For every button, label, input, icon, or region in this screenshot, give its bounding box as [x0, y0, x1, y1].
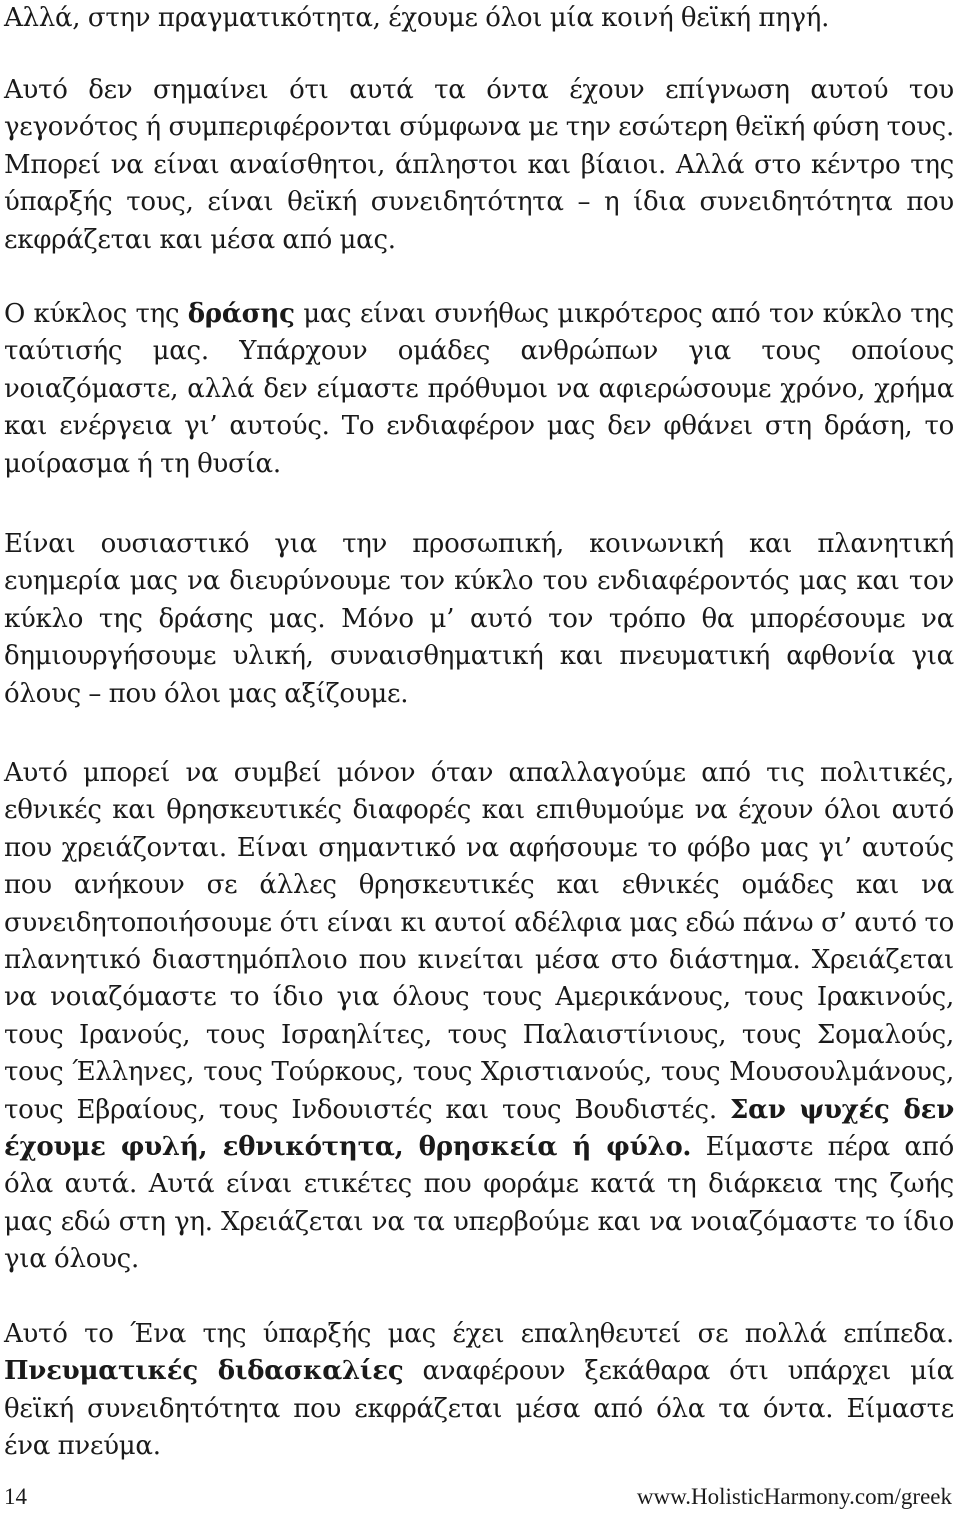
paragraph-6-text-after: αναφέρουν ξεκάθαρα ότι υπάρχει μία θεϊκή συνειδητότητα που εκφράζεται μέσα από όλα τα όντα. Είμαστε ένα πνεύμα.	[4, 1356, 954, 1462]
paragraph-5-text-after: Είμαστε πέρα από όλα αυτά. Αυτά είναι ετικέτες που φοράμε κατά τη διάρκεια της ζωής μας εδώ στη γη. Χρειάζεται να τα υπερβούμε και να νοιαζόμαστε το ίδιο για όλους.	[4, 1132, 954, 1275]
paragraph-2	[4, 72, 954, 259]
paragraph-5-text-before: Αυτό μπορεί να συμβεί μόνον όταν απαλλαγούμε από τις πολιτικές, εθνικές και θρησκευτικές διαφορές και επιθυμούμε να έχουν όλοι αυτό που χρειάζονται. Είναι σημαντικό να αφήσουμε το φόβο μας γι’ αυτούς που ανήκουν σε άλλες θρησκευτικές και εθνικές ομάδες και να συνειδητοποιήσουμε ότι είναι κι αυτοί αδέλφια μας εδώ πάνω σ’ αυτό το πλανητικό διαστημόπλοιο που κινείται μέσα στο διάστημα. Χρειάζεται να νοιαζόμαστε το ίδιο για όλους τους Αμερικάνους, τους Ιρακινούς, τους Ιρανούς, τους Ισραηλίτες, τους Παλαιστίνιους, τους Σομαλούς, τους Έλληνες, τους Τούρκους, τους Χριστιανούς, τους Μουσουλμάνους, τους Εβραίους, τους Ινδουιστές και τους Βουδιστές.	[4, 758, 954, 1125]
paragraph-2-text: Αυτό δεν σημαίνει ότι αυτά τα όντα έχουν επίγνωση αυτού του γεγονότος ή συμπεριφέρονται σύμφωνα με την εσώτερη θεϊκή φύση τους. Μπορεί να είναι αναίσθητοι, άπληστοι και βίαιοι. Αλλά στο κέντρο της ύπαρξής τους, είναι θεϊκή συνειδητότητα – η ίδια συνειδητότητα που εκφράζεται και μέσα από μας.	[4, 75, 954, 255]
paragraph-1-text: Αλλά, στην πραγματικότητα, έχουμε όλοι μία κοινή θεϊκή πηγή.	[4, 3, 830, 33]
paragraph-4	[4, 526, 954, 713]
page-number: 14	[4, 1484, 27, 1509]
paragraph-5	[4, 755, 954, 1279]
page-footer	[4, 1484, 952, 1518]
paragraph-6-text-before: Αυτό το Ένα της ύπαρξής μας έχει επαληθευτεί σε πολλά επίπεδα.	[4, 1319, 954, 1349]
paragraph-1	[4, 0, 829, 37]
paragraph-5-bold: Σαν ψυχές δεν έχουμε φυλή, εθνικότητα, θρησκεία ή φύλο.	[4, 1094, 954, 1163]
paragraph-3	[4, 296, 954, 483]
paragraph-4-text: Είναι ουσιαστικό για την προσωπική, κοινωνική και πλανητική ευημερία μας να διευρύνουμε τον κύκλο του ενδιαφέροντός μας και τον κύκλο της δράσης μας. Μόνο μ’ αυτό τον τρόπο θα μπορέσουμε να δημιουργήσουμε υλική, συναισθηματική και πνευματική αφθονία για όλους – που όλοι μας αξίζουμε.	[4, 529, 954, 709]
paragraph-6	[4, 1316, 954, 1466]
website-url: www.HolisticHarmony.com/greek	[636, 1484, 952, 1509]
paragraph-3-text-after: μας είναι συνήθως μικρότερος από τον κύκλο της ταύτισής μας. Υπάρχουν ομάδες ανθρώπων για τους οποίους νοιαζόμαστε, αλλά δεν είμαστε πρόθυμοι να αφιερώσουμε χρόνο, χρήμα και ενέργεια γι’ αυτούς. Το ενδιαφέρον μας δεν φθάνει στη δράση, το μοίρασμα ή τη θυσία.	[4, 299, 954, 479]
paragraph-3-bold: δράσης	[187, 299, 295, 329]
paragraph-3-text-before: Ο κύκλος της	[4, 299, 188, 329]
paragraph-6-bold: Πνευματικές διδασκαλίες	[4, 1356, 404, 1387]
